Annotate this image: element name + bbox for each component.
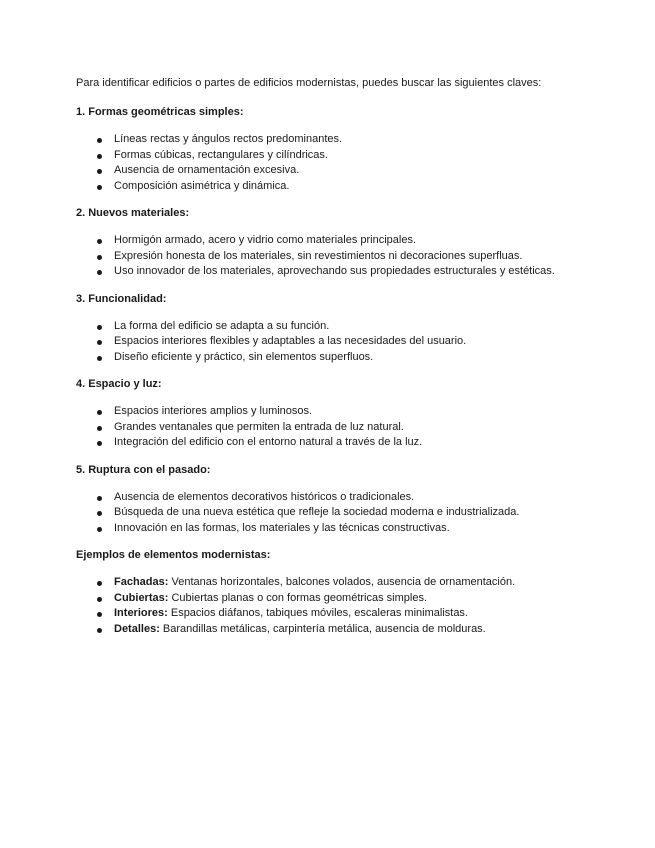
bullet-icon [97,340,102,345]
list-item [76,132,576,148]
list-item [76,606,576,622]
bullet-list-funcionalidad [76,319,576,366]
bullet-icon [97,169,102,174]
item-label: Interiores: [114,607,168,619]
bullet-icon [97,496,102,501]
list-item-text: Espacios interiores amplios y luminosos. [114,405,313,417]
bullet-icon [97,612,102,617]
bullet-icon [97,185,102,190]
list-item-text: Líneas rectas y ángulos rectos predominantes. [114,133,343,145]
bullet-icon [97,325,102,330]
list-item [76,404,576,420]
list-item-text: Uso innovador de los materiales, aprovechando sus propiedades estructurales y estéticas. [114,265,555,277]
bullet-list-materiales [76,233,576,280]
item-label: Fachadas: [114,576,169,588]
bullet-icon [97,597,102,602]
list-item [76,521,576,537]
list-item [76,350,576,366]
section-title-funcionalidad: 3. Funcionalidad: [76,292,167,305]
section-title-formas: 1. Formas geométricas simples: [76,106,244,118]
bullet-list-ejemplos [76,575,576,637]
list-item [76,179,576,195]
list-item-text: Ventanas horizontales, balcones volados, ausencia de ornamentación. [168,576,516,588]
list-item [76,163,576,179]
list-item-text: Formas cúbicas, rectangulares y cilíndricas. [114,148,328,161]
list-item-text: Innovación en las formas, los materiales y las técnicas constructivas. [114,521,450,534]
section-title-materiales: 2. Nuevos materiales: [76,207,190,219]
list-item [76,435,576,451]
bullet-icon [97,255,102,260]
list-item [76,233,576,249]
bullet-icon [97,441,102,446]
list-item-text: Barandillas metálicas, carpintería metálica, ausencia de molduras. [159,622,486,635]
list-item-text: Grandes ventanales que permiten la entrada de luz natural. [114,420,404,433]
section-title-espacio-luz: 4. Espacio y luz: [76,378,162,390]
bullet-icon [97,239,102,244]
list-item [76,334,576,350]
list-item-text: Hormigón armado, acero y vidrio como materiales principales. [114,234,417,246]
bullet-icon [97,270,102,275]
item-label: Cubiertas: [114,591,169,604]
bullet-icon [97,511,102,516]
list-item [76,591,576,607]
list-item [76,148,576,164]
list-item [76,490,576,506]
list-item [76,575,576,591]
list-item [76,249,576,265]
list-item-text: La forma del edificio se adapta a su función. [114,319,330,332]
bullet-icon [97,628,102,633]
list-item-text: Ausencia de elementos decorativos históricos o tradicionales. [114,490,415,503]
bullet-icon [97,356,102,361]
bullet-icon [97,154,102,159]
bullet-icon [97,138,102,143]
list-item [76,622,576,638]
bullet-icon [97,581,102,586]
list-item-text: Expresión honesta de los materiales, sin revestimientos ni decoraciones superfluas. [114,249,523,262]
list-item [76,264,576,280]
list-item [76,505,576,521]
list-item-text: Ausencia de ornamentación excesiva. [114,164,300,176]
bullet-list-ruptura [76,490,576,537]
item-label: Detalles: [114,622,160,635]
list-item-text: Integración del edificio con el entorno natural a través de la luz. [114,436,423,448]
list-item [76,319,576,335]
bullet-list-espacio-luz [76,404,576,451]
list-item-text: Diseño eficiente y práctico, sin elementos superfluos. [114,350,374,363]
bullet-icon [97,527,102,532]
list-item-text: Espacios diáfanos, tabiques móviles, escaleras minimalistas. [167,607,468,619]
intro-paragraph: Para identificar edificios o partes de edificios modernistas, puedes buscar las siguientes claves: [76,77,542,89]
bullet-icon [97,410,102,415]
list-item-text: Cubiertas planas o con formas geométricas simples. [168,591,428,604]
bullet-list-formas [76,132,576,194]
bullet-icon [97,426,102,431]
list-item-text: Espacios interiores flexibles y adaptables a las necesidades del usuario. [114,335,467,347]
section-title-ruptura: 5. Ruptura con el pasado: [76,463,211,476]
document-page [76,76,576,649]
list-item-text: Búsqueda de una nueva estética que refleje la sociedad moderna e industrializada. [114,506,520,518]
list-item [76,420,576,436]
section-title-ejemplos: Ejemplos de elementos modernistas: [76,549,271,561]
list-item-text: Composición asimétrica y dinámica. [114,179,290,192]
